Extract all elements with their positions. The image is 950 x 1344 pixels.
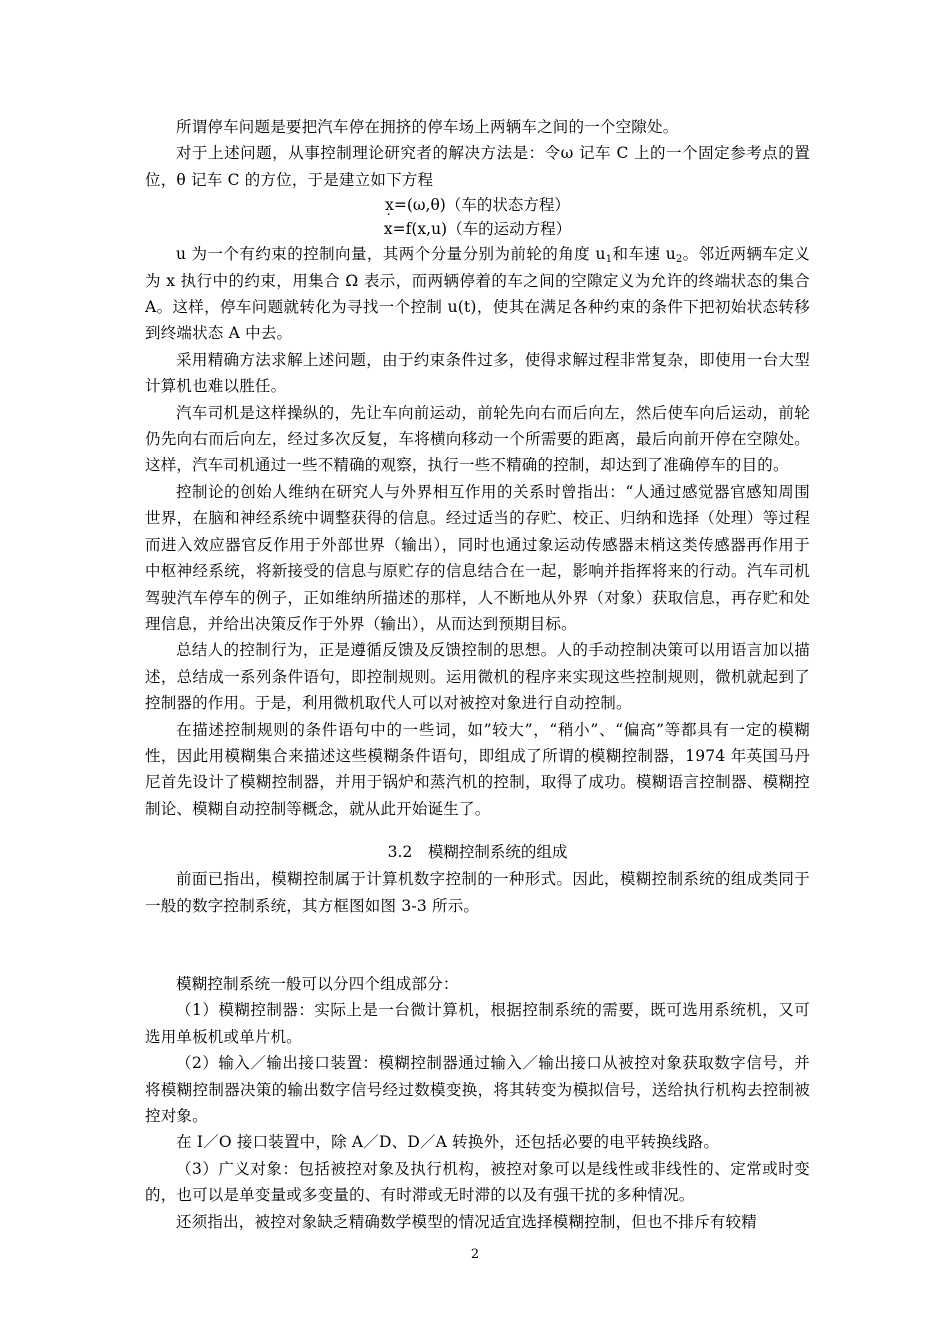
list-item: （3）广义对象：包括被控对象及执行机构，被控对象可以是线性或非线性的、定常或时变的，也可以是单变量或多变量的、有时滞或无时滞的以及有强干扰的多种情况。	[145, 1159, 810, 1205]
motion-equation	[145, 217, 810, 241]
paragraph: 采用精确方法求解上述问题，由于约束条件过多，使得求解过程非常复杂，即使用一台大型计算机也难以胜任。	[145, 350, 810, 396]
paragraph: 模糊控制系统一般可以分四个组成部分：	[176, 974, 459, 993]
state-equation: x=(ω,θ)（车的状态方程）	[385, 196, 570, 215]
paragraph: 汽车司机是这样操纵的，先让车向前运动，前轮先向右而后向左，然后使车向后运动，前轮仍先向右而后向左，经过多次反复，车将横向移动一个所需要的距离，最后向前开停在空隙处。这样，汽车司机通过一些不精确的观察，执行一些不精确的控制，却达到了准确停车的目的。	[145, 403, 810, 475]
section-heading: 3.2 模糊控制系统的组成	[387, 843, 568, 862]
subscript: 1	[605, 254, 613, 266]
paragraph: 控制论的创始人维纳在研究人与外界相互作用的关系时曾指出：“人通过感觉器官感知周围世界，在脑和神经系统中调整获得的信息。经过适当的存贮、校正、归纳和选择（处理）等过程而进入效应器官反作用于外部世界（输出），同时也通过象运动传感器末梢这类传感器再作用于中枢神经系统，将新接受的信息与原贮存的信息结合在一起，影响并指挥将来的行动。汽车司机驾驶汽车停车的例子，正如维纳所描述的那样，人不断地从外界（对象）获取信息，再存贮和处理信息，并给出决策反作于外界（输出），从而达到预期目标。	[145, 482, 810, 633]
paragraph-text: u 为一个有约束的控制向量，其两个分量分别为前轮的角度 u	[176, 245, 606, 264]
paragraph-text: 和车速 u	[612, 245, 676, 264]
page-number: 2	[470, 1247, 480, 1262]
list-item: （1）模糊控制器：实际上是一台微计算机，根据控制系统的需要，既可选用系统机，又可选用单板机或单片机。	[145, 1001, 810, 1046]
motion-equation-text: =f(x,u)（车的运动方程）	[392, 220, 572, 239]
body-text	[145, 114, 810, 1235]
paragraph: 所谓停车问题是要把汽车停在拥挤的停车场上两辆车之间的一个空隙处。	[176, 118, 679, 136]
figure-gap	[145, 919, 810, 971]
paragraph-text: 。邻近两辆车定义为 x 执行中的约束，用集合 Ω 表示，而两辆停着的车之间的空隙定义为允许的终端状态的集合 A。这样，停车问题就转化为寻找一个控制 u(t)，使其在满足各种约束的条件下把初始状态转移到终端状态 A 中去。	[145, 245, 810, 343]
paragraph: 总结人的控制行为，正是遵循反馈及反馈控制的思想。人的手动控制决策可以用语言加以描述，总结成一系列条件语句，即控制规则。运用微机的程序来实现这些控制规则，微机就起到了控制器的作用。于是，利用微机取代人可以对被控对象进行自动控制。	[145, 641, 810, 713]
x-dot-symbol: ˙ x	[384, 217, 393, 241]
paragraph: 前面已指出，模糊控制属于计算机数字控制的一种形式。因此，模糊控制系统的组成类同于一般的数字控制系统，其方框图如图 3-3 所示。	[145, 870, 810, 915]
list-item: （2）输入／输出接口装置：模糊控制器通过输入／输出接口从被控对象获取数字信号，并将模糊控制器决策的输出数字信号经过数模变换，将其转变为模拟信号，送给执行机构去控制被控对象。	[145, 1054, 810, 1125]
paragraph	[145, 241, 810, 347]
paragraph: 在描述控制规则的条件语句中的一些词，如”较大”，“稍小”、“偏高”等都具有一定的模糊性，因此用模糊集合来描述这些模糊条件语句，即组成了所谓的模糊控制器，1974 年英国马丹尼首先设计了模糊控制器，并用于锅炉和蒸汽机的控制，取得了成功。模糊语言控制器、模糊控制论、模糊自动控制等概念，就从此开始诞生了。	[145, 720, 810, 818]
paragraph: 还须指出，被控对象缺乏精确数学模型的情况适宜选择模糊控制，但也不排斥有较精	[176, 1212, 757, 1231]
paragraph: 在 I／O 接口装置中，除 A／D、D／A 转换外，还包括必要的电平转换线路。	[176, 1133, 720, 1152]
subscript: 2	[675, 254, 683, 266]
paragraph: 对于上述问题，从事控制理论研究者的解决方法是：令ω 记车 C 上的一个固定参考点的置位，θ 记车 C 的方位，于是建立如下方程	[145, 144, 810, 189]
